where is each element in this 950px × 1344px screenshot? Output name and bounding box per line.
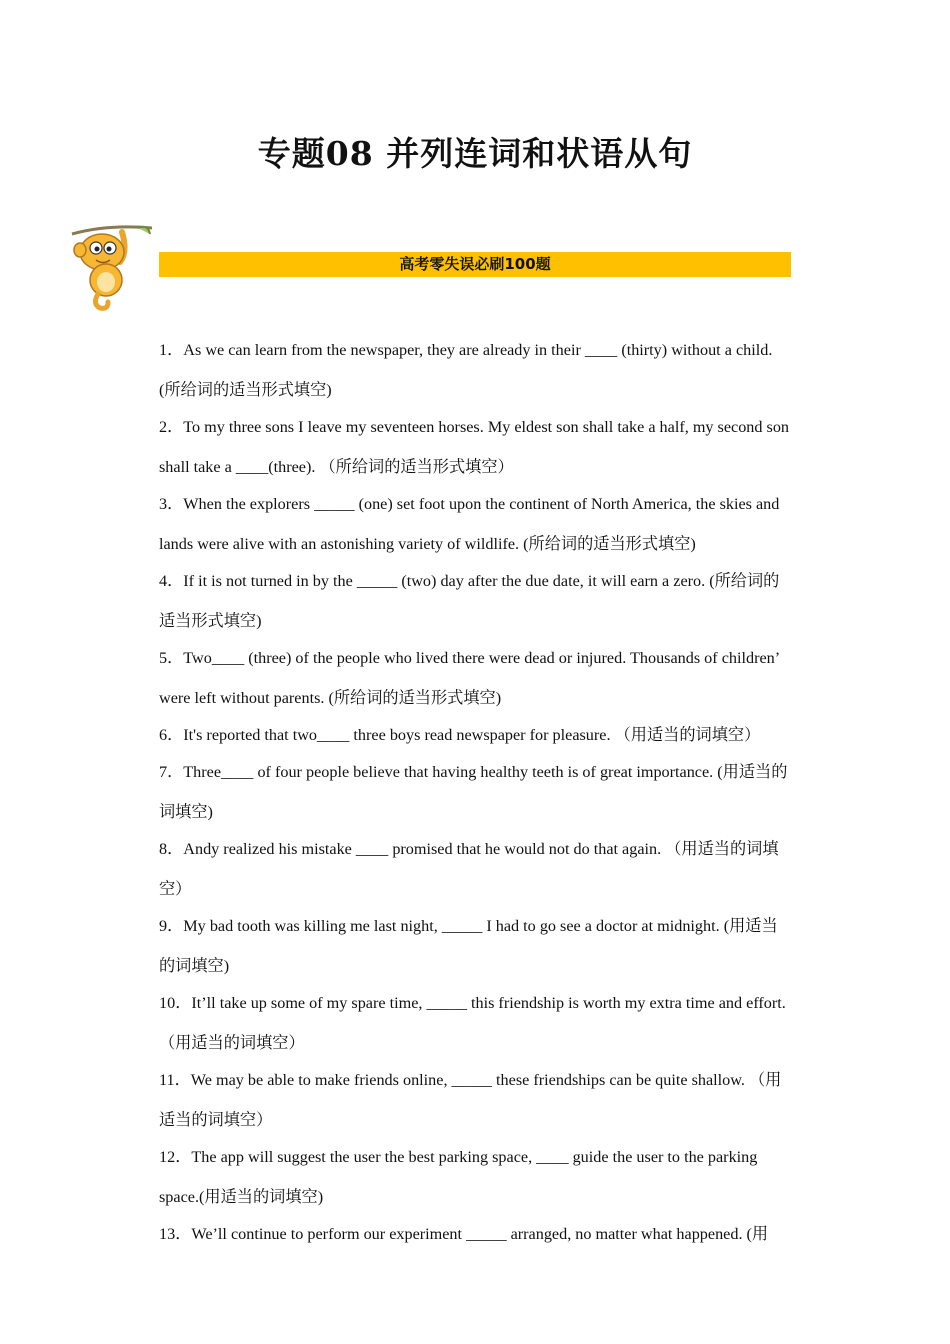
- question-item: [159, 407, 793, 487]
- question-text: Andy realized his mistake ____ promised that he would not do that again. （用适当的词填空）: [159, 840, 779, 898]
- question-item: [159, 906, 793, 986]
- question-text: As we can learn from the newspaper, they are already in their ____ (thirty) without a child. (所给词的适当形式填空): [159, 341, 773, 399]
- question-text: To my three sons I leave my seventeen horses. My eldest son shall take a half, my second son shall take a ____(three). （所给词的适当形式填空）: [159, 418, 790, 476]
- question-number: 4．: [159, 572, 184, 590]
- question-text: The app will suggest the user the best parking space, ____ guide the user to the parking space.(用适当的词填空): [159, 1148, 758, 1206]
- question-number: 7．: [159, 763, 184, 781]
- question-number: 12．: [159, 1148, 192, 1166]
- question-number: 5．: [159, 649, 184, 667]
- question-item: [159, 829, 793, 909]
- question-text: It's reported that two____ three boys read newspaper for pleasure. （用适当的词填空）: [183, 726, 761, 744]
- page-title: 专题08 并列连词和状语从句: [257, 134, 693, 173]
- section-banner: [159, 252, 791, 277]
- question-number: 3．: [159, 495, 184, 513]
- question-item: [159, 1137, 793, 1217]
- question-number: 1．: [159, 341, 184, 359]
- question-item: [159, 638, 793, 718]
- question-number: 10．: [159, 994, 192, 1012]
- banner-label: 高考零失误必刷100题: [399, 255, 551, 273]
- question-item: [159, 752, 793, 832]
- question-text: Three____ of four people believe that having healthy teeth is of great importance. (用适当的词填空): [159, 763, 788, 821]
- question-text: We’ll continue to perform our experiment _____ arranged, no matter what happened. (用: [191, 1225, 769, 1243]
- question-text: If it is not turned in by the _____ (two) day after the due date, it will earn a zero. (所给词的适当形式填空): [159, 572, 780, 630]
- question-number: 2．: [159, 418, 184, 436]
- question-text: Two____ (three) of the people who lived there were dead or injured. Thousands of children’ were left without parents. (所给词的适当形式填空): [159, 649, 779, 707]
- question-list: [159, 330, 793, 1251]
- question-number: 6．: [159, 726, 184, 744]
- question-item: [159, 1060, 793, 1140]
- question-number: 11．: [159, 1071, 191, 1089]
- question-number: 9．: [159, 917, 184, 935]
- question-item: [159, 561, 793, 641]
- question-item: [159, 330, 793, 410]
- question-item: [159, 715, 793, 755]
- question-text: We may be able to make friends online, _____ these friendships can be quite shallow. （用适当的词填空）: [159, 1071, 782, 1129]
- question-text: My bad tooth was killing me last night, _____ I had to go see a doctor at midnight. (用适当的词填空): [159, 917, 778, 975]
- question-number: 13．: [159, 1225, 192, 1243]
- question-number: 8．: [159, 840, 184, 858]
- question-item: [159, 983, 793, 1063]
- question-text: When the explorers _____ (one) set foot upon the continent of North America, the skies and lands were alive with an astonishing variety of wildlife. (所给词的适当形式填空): [159, 495, 780, 553]
- question-item: [159, 1214, 793, 1254]
- question-item: [159, 484, 793, 564]
- monkey-mascot-icon: [68, 222, 158, 312]
- question-text: It’ll take up some of my spare time, _____ this friendship is worth my extra time and effort. （用适当的词填空）: [159, 994, 786, 1052]
